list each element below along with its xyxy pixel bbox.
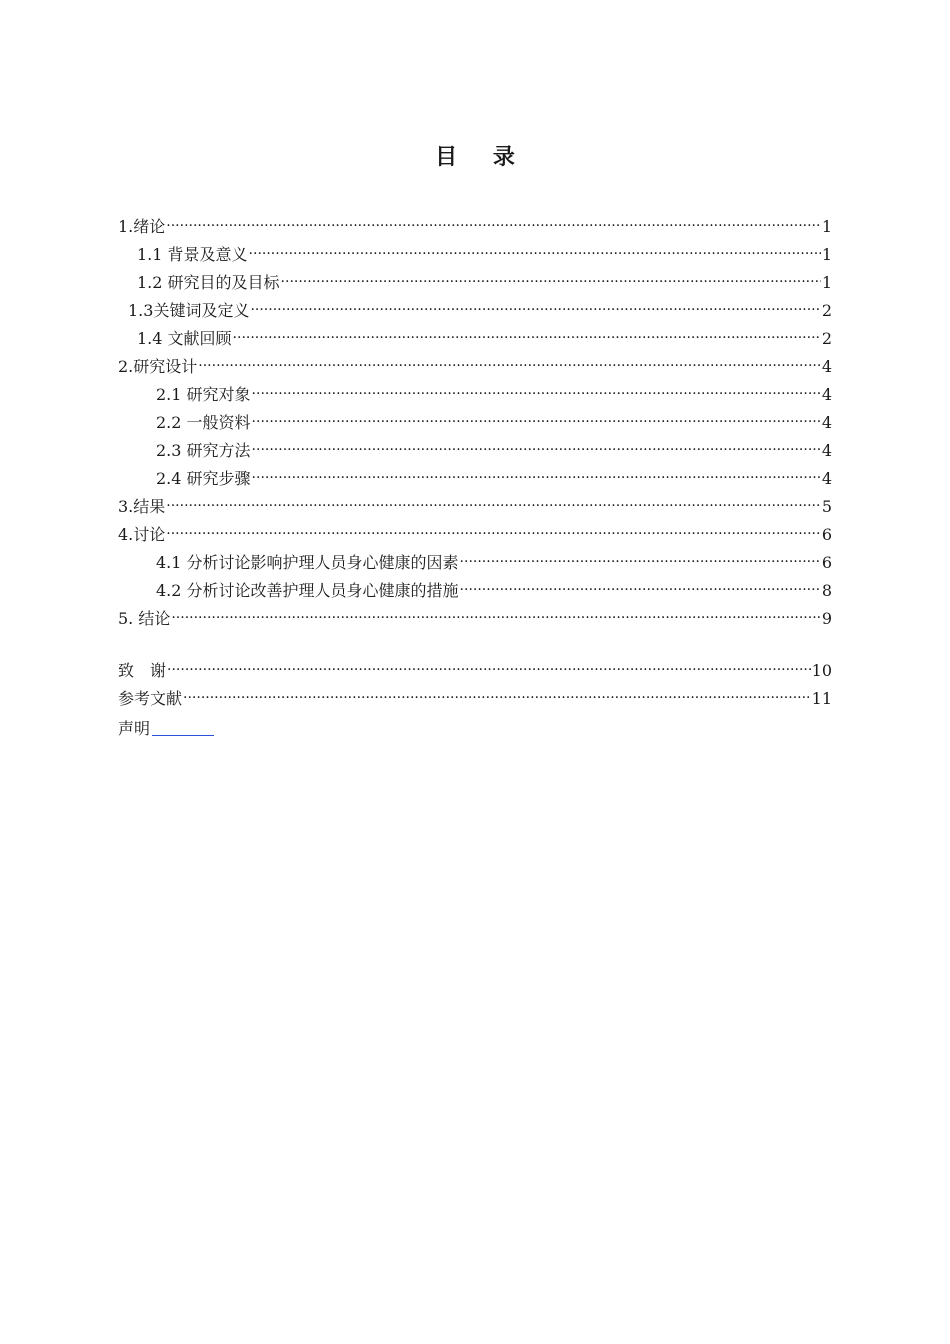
toc-entry-label: 5. 结论 (118, 609, 171, 628)
dot-leader (252, 412, 821, 428)
dot-leader (252, 468, 821, 484)
dot-leader (166, 496, 821, 512)
toc-page-number: 8 (821, 581, 832, 600)
toc-page-number: 1 (821, 217, 832, 236)
dot-leader (250, 300, 820, 316)
toc-entry-4[interactable] (118, 521, 832, 549)
toc-entry-label: 3.结果 (118, 497, 166, 516)
dot-leader (198, 356, 821, 372)
toc-entry-label: 4.1 分析讨论影响护理人员身心健康的因素 (156, 553, 459, 572)
toc-entry-2-1[interactable] (118, 381, 832, 409)
toc-entry-1-1[interactable] (118, 241, 832, 269)
dot-leader (166, 524, 821, 540)
toc-entry-references[interactable] (118, 685, 832, 713)
toc-entry-declaration[interactable] (118, 713, 832, 741)
dot-leader (171, 608, 820, 624)
table-of-contents (118, 213, 832, 741)
dot-leader (252, 440, 821, 456)
toc-page-number: 2 (821, 301, 832, 320)
declaration-link-underline[interactable] (152, 715, 214, 736)
toc-entry-4-2[interactable] (118, 577, 832, 605)
toc-page-number: 4 (821, 385, 832, 404)
toc-page-number: 4 (821, 413, 832, 432)
toc-entry-label: 4.讨论 (118, 525, 166, 544)
dot-leader (281, 272, 821, 288)
dot-leader (460, 580, 821, 596)
toc-page-number: 2 (821, 329, 832, 348)
toc-entry-label: 1.绪论 (118, 217, 166, 236)
toc-page-number: 10 (811, 661, 832, 680)
toc-page-number: 4 (821, 441, 832, 460)
toc-entry-5[interactable] (118, 605, 832, 633)
toc-page-number: 4 (821, 469, 832, 488)
toc-page-number: 11 (811, 689, 832, 708)
toc-entry-3[interactable] (118, 493, 832, 521)
toc-page-number: 1 (821, 245, 832, 264)
toc-page-number: 9 (821, 609, 832, 628)
toc-entry-2-4[interactable] (118, 465, 832, 493)
toc-entry-label: 1.3关键词及定义 (128, 301, 250, 320)
toc-page-number: 4 (821, 357, 832, 376)
toc-entry-label: 1.1 背景及意义 (137, 245, 248, 264)
toc-entry-2[interactable] (118, 353, 832, 381)
toc-entry-1-4[interactable] (118, 325, 832, 353)
toc-entry-label: 1.4 文献回顾 (137, 329, 232, 348)
dot-leader (183, 688, 811, 704)
toc-entry-label: 2.1 研究对象 (156, 385, 251, 404)
dot-leader (249, 244, 821, 260)
toc-entry-acknowledgements[interactable] (118, 657, 832, 685)
toc-entry-label: 2.4 研究步骤 (156, 469, 251, 488)
dot-leader (233, 328, 821, 344)
toc-entry-label: 2.3 研究方法 (156, 441, 251, 460)
toc-page-number: 6 (821, 525, 832, 544)
toc-entry-1-3[interactable] (118, 297, 832, 325)
toc-page-number: 6 (821, 553, 832, 572)
toc-entry-label: 2.研究设计 (118, 357, 198, 376)
toc-entry-2-2[interactable] (118, 409, 832, 437)
toc-page-number: 1 (821, 273, 832, 292)
toc-entry-label: 声明 (118, 719, 151, 738)
toc-title: 目 录 (435, 145, 529, 170)
dot-leader (166, 216, 821, 232)
toc-entry-label: 2.2 一般资料 (156, 413, 251, 432)
dot-leader (167, 660, 811, 676)
toc-page-number: 5 (821, 497, 832, 516)
toc-entry-4-1[interactable] (118, 549, 832, 577)
toc-entry-label: 4.2 分析讨论改善护理人员身心健康的措施 (156, 581, 459, 600)
toc-entry-2-3[interactable] (118, 437, 832, 465)
toc-entry-label: 1.2 研究目的及目标 (137, 273, 280, 292)
dot-leader (460, 552, 821, 568)
dot-leader (252, 384, 821, 400)
toc-entry-1[interactable] (118, 213, 832, 241)
toc-entry-label: 参考文献 (118, 689, 183, 708)
toc-entry-1-2[interactable] (118, 269, 832, 297)
toc-entry-label: 致 谢 (118, 661, 167, 680)
